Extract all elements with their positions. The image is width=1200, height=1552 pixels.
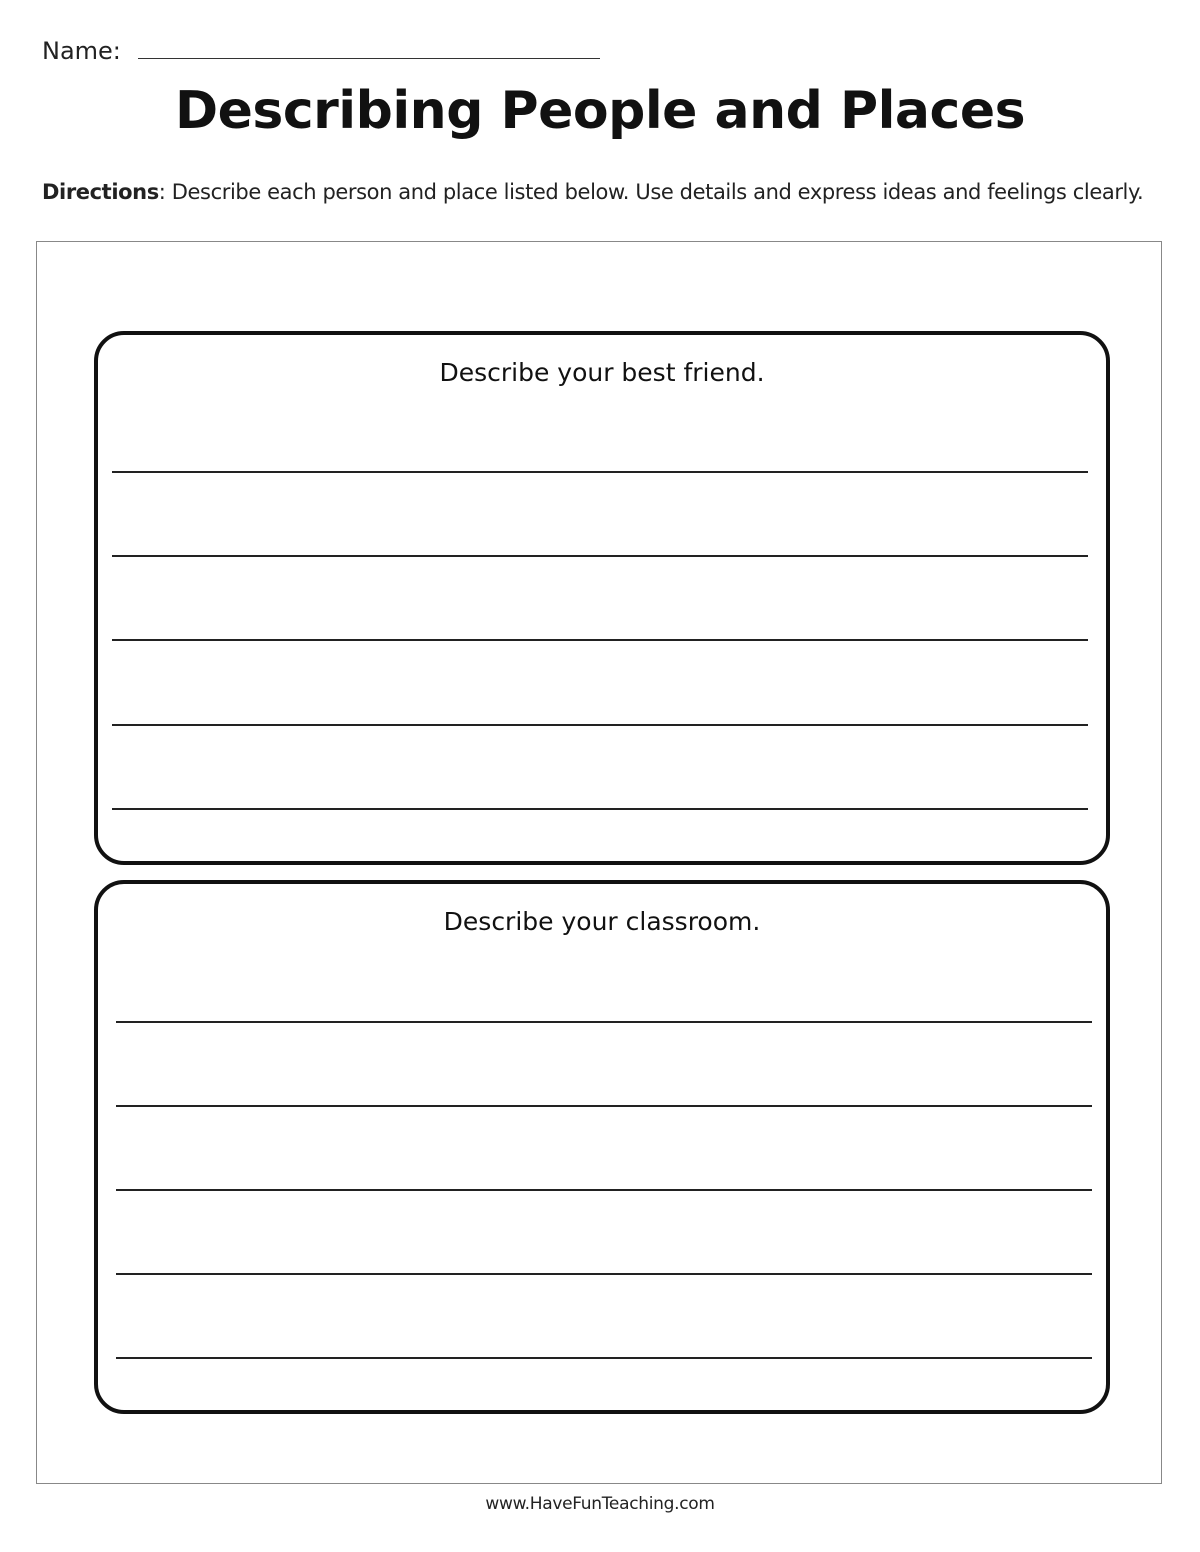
answer-line[interactable]	[112, 808, 1088, 810]
answer-line[interactable]	[116, 1105, 1092, 1107]
prompt-box-classroom	[94, 880, 1110, 1414]
answer-line[interactable]	[116, 1273, 1092, 1275]
prompt-text: Describe your classroom.	[443, 907, 761, 936]
prompt-box-best-friend	[94, 331, 1110, 865]
directions-text: : Describe each person and place listed below. Use details and express ideas and feelings clearly.	[158, 180, 1144, 204]
answer-line[interactable]	[116, 1189, 1092, 1191]
answer-line[interactable]	[112, 639, 1088, 641]
footer-website: www.HaveFunTeaching.com	[485, 1494, 715, 1514]
worksheet-title: Describing People and Places	[174, 81, 1026, 141]
answer-line[interactable]	[116, 1357, 1092, 1359]
name-answer-line[interactable]	[138, 58, 600, 59]
answer-line[interactable]	[112, 471, 1088, 473]
answer-line[interactable]	[112, 724, 1088, 726]
directions	[42, 178, 1172, 206]
answer-line[interactable]	[116, 1021, 1092, 1023]
directions-label: Directions	[42, 180, 159, 204]
name-field[interactable]	[42, 36, 602, 66]
name-label: Name:	[42, 37, 121, 65]
prompt-text: Describe your best friend.	[439, 358, 765, 387]
answer-line[interactable]	[112, 555, 1088, 557]
